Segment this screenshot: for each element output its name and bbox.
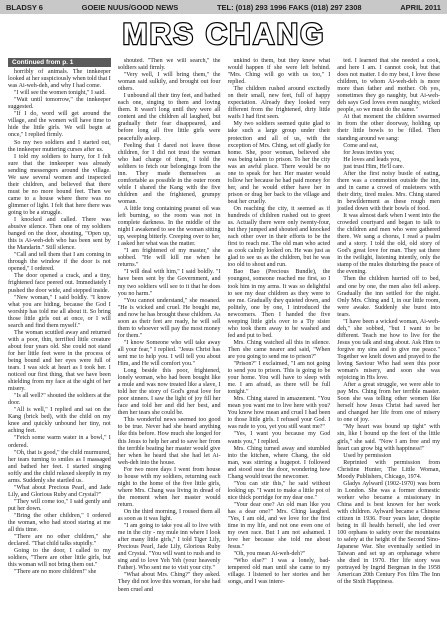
paragraph: "Oh, you mean Ai-weh-deh?" [233, 551, 306, 558]
paragraph: Long beside this poor, frightened, lonely woman, who had been bought like a mule and was now treated like a slave, I told her the story of God's great love for poor sinners. I saw the light of joy fill her face and told her and did her best, and then her tears she could be. [117, 368, 221, 417]
paragraph: So my two soldiers and I started out, the innkeeper muttering curses after us. [8, 139, 111, 153]
paragraph: My two soldiers seemed quite glad to take such a large group under their protection and all of us, with the exception of Mrs. Ching, set off gladly for home. She, poor woman, believed she was being taken to prison. To her the city was an awful place. There would be no one to speak for her. Her master would follow her because he had paid money for her, and he would either have her in prison or drag her back to the village and beat her cruelly. [227, 121, 331, 205]
paragraph: "I will deal with him," I said boldly. "I have been sent by the Government, and my two soldiers will see to it that he does you no harm." [117, 269, 221, 297]
paragraph: "My heart was bound up tight" with sin, like I bound up the feet of the little girls," she said. "Now I am free and my heart can grow big with happiness!" [337, 424, 440, 452]
continued-label: Continued from p. 1 [8, 58, 111, 67]
text-column-1 [8, 58, 111, 638]
paragraph: This wonderful news seemed too good to be true. Never had she heard anything like this before. How much she longed for this Jesus to help her and to save her from the terrible beating her master would give her when he heard that she had let Ai-weh-deh into the house. [117, 417, 221, 466]
paragraph: "Wait until tomorrow," the innkeeper suggested. [8, 97, 111, 111]
paragraph: for Jesus invites you; [343, 149, 395, 156]
paragraph: "Very well, I will bring them," the woman said sulkily, and brought out four others. [117, 72, 221, 93]
paragraph: "Who else?" I was a lonely, bad-tempered old man until she came to my village. I listened to her stories and her songs, and I was intere- [227, 558, 331, 586]
paragraph: Bao Bao (Precious Bundle), the youngest, someone reached me first, so I took him in my arms. It was so delightful to see my dear children as they were to see me. Gradually they quieted down, and politely, one by one, I introduced the newcomers. Then I handed the five weeping little girls over to a Tiy sister who took them away to be washed and fed and put to bed. [227, 269, 331, 339]
paragraph: "Call and tell them that I am coming in through the window if the door is not opened," I ordered. [8, 252, 111, 273]
paragraph: Mrs. Ching stared in amazement. "You mean you want me to live here with you? You know how mean and cruel I had been to those little girls. I refused your God. I was rude to you, yet you still want me?" [227, 396, 331, 431]
paragraph: "They will come too," I said gently and put her down. [8, 498, 111, 512]
paragraph: "I know Someone who will take away all your fear," I replied. "Jesus Christ has sent me to help you. I will tell you about Him, and He will comfort you." [117, 339, 221, 368]
paragraph: "What about Precious Pearl, and Jade Lily, and Glorious Ruby and Crystal?" [8, 484, 111, 498]
text-column-2 [118, 58, 221, 638]
paragraph: "I will see the women tonight," I said. [14, 90, 106, 97]
paragraph: shouted. "Then we will search," the soldiers said firmly. [117, 58, 221, 72]
paragraph: It was almost dark when I went into the crowded courtyard and began to talk to the children and men who were gathered there. We sang a chorus, I read a psalm and a story. I told the old, old story of God's great love for man. They sat there in the twilight, listening intently, only the stamp of the mules disturbing the peace of the evening. [337, 213, 440, 276]
paragraph: "You cannot understand," she moaned. "He is wicked and cruel. He bought me, and now he has brought these children. As soon as their feet are ready, he will sell them to whoever will pay the most money for them." [117, 297, 221, 339]
contact-info: TEL: (018) 293 1996 FAKS (018) 297 2308 [216, 2, 362, 12]
article-body [8, 58, 440, 638]
article-title: MRS CHANG [122, 18, 326, 51]
paragraph: ted. I learned that she needed a cook, and here I am. I cannot cook, but that does not matter. I do my best, I love these children, to whom Ai-weh-deh is more more than father and mother. Oh yes, sometimes they go naughty, but Ai-weh-deh says God loves even naughty, wicked people, so we must do the same." [337, 58, 440, 114]
paragraph: Gladys Aylward (1902-1970) was born in London. She was a former domestic worker who became a missionary in China and is best known for her work with children. Aylward became a Chinese citizen in 1936. Four years later, despite being in ill health herself, she led over 100 orphans to safety over the mountains to safety at the height of the Second Sino-Japanese War. She eventually settled in Taiwan and set up an orphanage where she died in 1970. Her life story was portrayed by Ingrid Bergman in the 1958 American 20th Century Fox film The Inn of the Sixth Happiness. [337, 480, 440, 586]
paragraph: On reaching the city, it seemed as if hundreds of children rushed out to greet us. Actually there were only twenty-four, but they jumped and shouted and knocked each other over in their efforts to be the first to reach me. The old man who acted as cook calmly looked on. He was just as glad to see us as the children, but he was too old to shout and run. [227, 205, 331, 269]
paragraph: The door opened a crack, and a tiny, frightened face peered out. Immediately I pushed the door wide, and stepped inside. [8, 273, 111, 294]
paragraph: "I am frightened of my master," she sobbed. "He will kill me when he returns." [117, 248, 221, 269]
paragraph: I unbound all their tiny feet, and bathed each one, singing to them and loving them. It wasn't long until they were all content and the children all laughed, but gradually their fear disappeared, and before long all five little girls were peacefully asleep. [117, 93, 221, 142]
paragraph: "Prison?" I exclaimed, "I am not going to send you to prison. This is going to be your home. You will have to sleep with me. I am afraid, as there will be full tonight." [227, 361, 331, 396]
paragraph: "I am going to take you all to live with me in the city - my mule inn where I look after many little girls," I told Tiger Lily, Precious Pearl, Jade Lily, Glorious Ruby and Crystal. "You will want to rush and to sing and to love Yeh Yeh (your heavenly Father). Who sent me to visit your city." [117, 523, 221, 572]
paragraph: "All is well," I replied and sat on the Kang (brick bed), with the child on my knee and quickly unbound her tiny, not aching feet. [8, 407, 111, 435]
paragraph: just trust Him, He'll care. [343, 163, 405, 170]
paragraph: The woman scuttled away and returned with a poor, thin, terrified little creature about four years old. She could not stand for her little feet were in the process of being bound and her eyes were full of tears. I was sick at heart as I took her. I noticed our first thing, that we have been shielding from my face at the sight of her misery. [8, 329, 111, 393]
paragraph: Then the children hurried off to bed, and one by one, the men also fell asleep. Gradually the inn settled for the night. Only Mrs. Ching and I, in our little room, were awake. Suddenly she burst into tears. [337, 276, 440, 318]
page-header [0, 0, 447, 14]
paragraph: Come and eat, [343, 142, 379, 149]
paragraph: unkind to them, but they knew what would happen if she were left behind. "Mrs. Ching will go with us too," I replied. [227, 58, 331, 86]
paragraph: "Yes, I want you because my God wants you," I replied. [227, 431, 331, 445]
paragraph: At that moment the children swarmed in from the other doorway, holding up their little bowls to be filled. Then standing around we sang: [337, 114, 440, 142]
paragraph: For two more days I went from house to house with my soldiers, returning each night to the home of the five little girls, where Mrs. Chang was living in dread of the moment when her master would return. [117, 466, 221, 508]
paragraph: I told my soldiers to hurry, for I felt sure that the innkeeper was already sending messengers around the village. We saw several women and inspected their children, and believed that there must be no more bound feet. Then we came to a house where there was no glimmer of light. I felt that here there was going to be a struggle. [8, 153, 111, 216]
paragraph: Reprinted with permission from Christine Hunter, The Little Woman, Moody Publishers, Chicago, 1974. [337, 459, 440, 480]
paragraph: The children rushed around excitedly on their small, new feet, full of happy expectation. Already they looked very different from the frightened, dirty little waifs I had first seen. [227, 86, 331, 121]
paragraph: Feeling that I dared not leave those children, for I did not trust the woman who had charge of them, I told the soldiers to fetch our belongings from the inn. They made themselves as comfortable as possible in the outer room while I shared the Kang with the five children and the frightened, grumpy woman. [117, 142, 221, 205]
text-column-3 [228, 58, 331, 638]
paragraph: "Is all well?" shouted the soldiers at the door. [8, 393, 111, 407]
paragraph: "Your dear one? An old man like you has a dear one?" Mrs. Ching laughed. "Yes, I am old, and we love for the first time in my life, and not one even one of my own race. But I am not ashamed. I love her because she told me about Jesus." [227, 501, 331, 551]
paragraph: "I have been a wicked woman, Ai-weh-deh," she sobbed, "but I want to be different. Teach me how to live for the Jesus you talk and sing about. Ask Him to forgive my sins and to give me peace." Together we knelt down and prayed to the loving Saviour Who had seen this poor woman's misery, and soon she was rejoicing in His love. [337, 318, 440, 382]
paragraph: A little tong containing peanut oil was left burning, so the room was not in complete darkness. In the middle of the night I awakened to see the woman sitting up, weeping bitterly. Creeping over to her, I asked her what was the matter. [117, 205, 221, 248]
paragraph: On the third morning, I roused them all as soon as it was light. [117, 509, 221, 523]
paragraph: Going to the door, I called to my soldiers, "There are other little girls, but this woman will not bring them out." [8, 548, 111, 569]
paragraph: "If I do, word will get around the village, and the women will have time to hide the little girls. We will begin at once," I replied firmly. [8, 111, 111, 139]
paragraph: "Oh, that is good," the child murmured, her tears turning to smiles as I massaged and bathed her feet. I started singing softly and the child relaxed sleepily in my arms. Suddenly she startled us. [8, 449, 111, 484]
paragraph: I knocked and called. There was abusive silence. Then one of my soldiers banged on the door, shouting, "Open up, this is Ai-weh-deh who has been sent by the Mandarin." Still silence. [8, 217, 111, 252]
article-title-banner [118, 15, 330, 51]
article-title-graphic [118, 15, 330, 51]
paragraph: Mrs. Ching turned away and stumbled into the kitchen, where Chang, the old man, was stirring a hugepot. I followed and stood near the door, wondering how Chang would treat the newcomer. [227, 445, 331, 480]
paragraph: "Bring the other children," I ordered the woman, who had stood staring at me all this time. [8, 513, 111, 534]
publication-name: GOEIE NUUS/GOOD NEWS [81, 2, 179, 12]
issue-date: APRIL 2011 [400, 2, 441, 12]
paragraph: "There are no other children," she declared. "That child talks stupidly." [8, 534, 111, 548]
text-column-4 [337, 58, 440, 638]
paragraph: After a great struggle, we were able to pay Mrs. Ching from her terrible master. Soon she was telling other women like herself how Jesus Christ had saved her and changed her life from one of misery to one of joy. [337, 382, 440, 424]
paragraph: After the first noisy bustle of eating, there was a commotion outside the inn, and in came a crowd of muleteers with their dirty, tired mules. Mrs. Ching stared in bewilderment as these rough men jostled down with their bowls of food. [337, 170, 440, 212]
paragraph: "There are no more children!" she [14, 569, 97, 576]
paragraph: "Fetch some warm water in a bowl," I ordered. [8, 435, 111, 449]
page-number: BLADSY 6 [6, 2, 43, 12]
paragraph: horribly of animals. The innkeeper looked at her suspiciously when told that I was Ai-weh-deh, and why I had come. [8, 69, 111, 90]
paragraph: "What about Mrs. Ching?" they asked. They did not love this woman, for she had been cruel and [117, 572, 221, 593]
paragraph: Used by permission [343, 452, 392, 459]
paragraph: "New woman," I said boldly. "I know what you are hiding, because the God I worship has told me all about it. So bring those little girls out at once, or I will search and find them myself." [8, 294, 111, 329]
paragraph: "You can stir this," he said without looking up. "I want to make a little pot of nice thick porridge for my dear one." [227, 480, 331, 501]
paragraph: He loves and leads you, [343, 156, 401, 163]
paragraph: Mrs. Ching watched all this in silence. Then she came nearer and said, "When are you going to send me to prison?" [227, 339, 331, 360]
